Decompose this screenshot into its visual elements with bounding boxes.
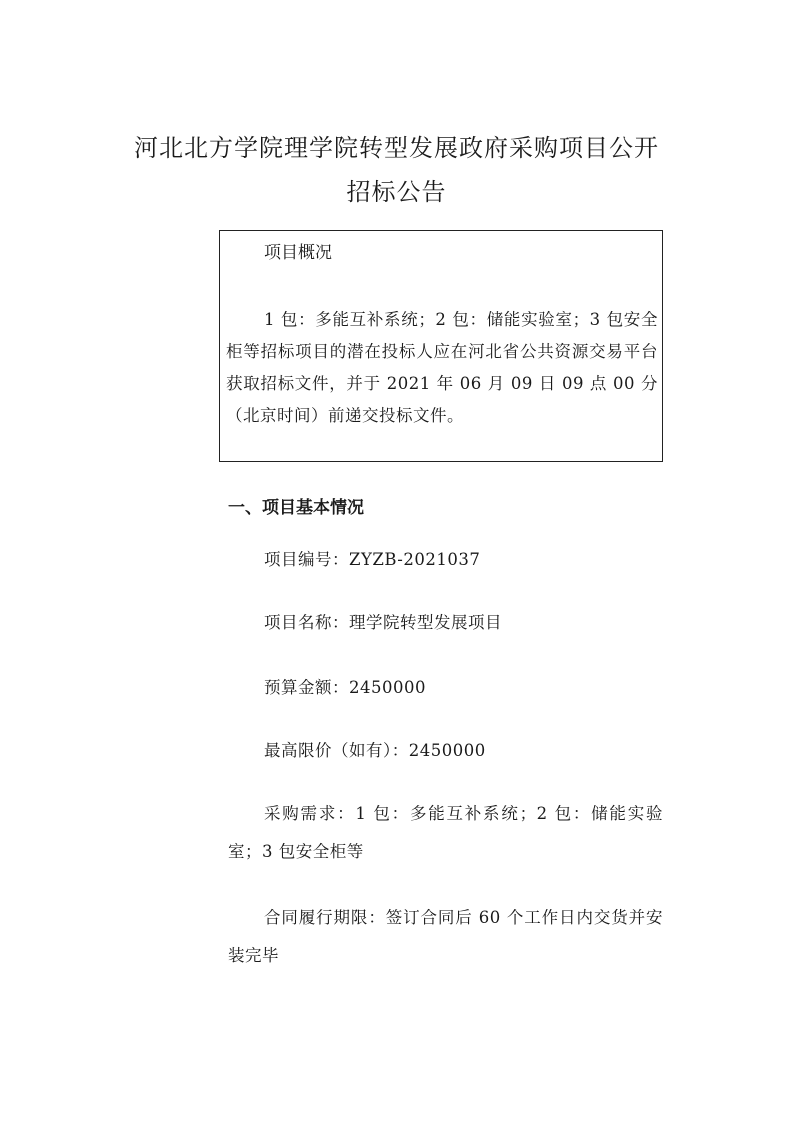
project-number: 项目编号：ZYZB-2021037 [264, 550, 481, 569]
project-overview-box [219, 230, 663, 462]
project-name: 项目名称：理学院转型发展项目 [264, 613, 502, 632]
document-title-line-2: 招标公告 [346, 178, 447, 206]
budget-amount: 预算金额：2450000 [264, 678, 426, 697]
section-heading-basic-info: 一、项目基本情况 [228, 498, 364, 518]
contract-period: 合同履行期限：签订合同后 60 个工作日内交货并安装完毕 [228, 908, 663, 965]
max-price: 最高限价（如有）：2450000 [264, 741, 486, 760]
overview-text: 1 包：多能互补系统；2 包：储能实验室；3 包安全柜等招标项目的潜在投标人应在河北省公共资源交易平台获取招标文件，并于 2021 年 06 月 09 日 09 点 00 分（北京时间）前递交投标文件。 [226, 310, 658, 425]
overview-heading: 项目概况 [264, 243, 332, 263]
document-title-line-1: 河北北方学院理学院转型发展政府采购项目公开 [134, 134, 659, 162]
procurement-requirements: 采购需求：1 包：多能互补系统；2 包：储能实验室；3 包安全柜等 [228, 804, 663, 861]
